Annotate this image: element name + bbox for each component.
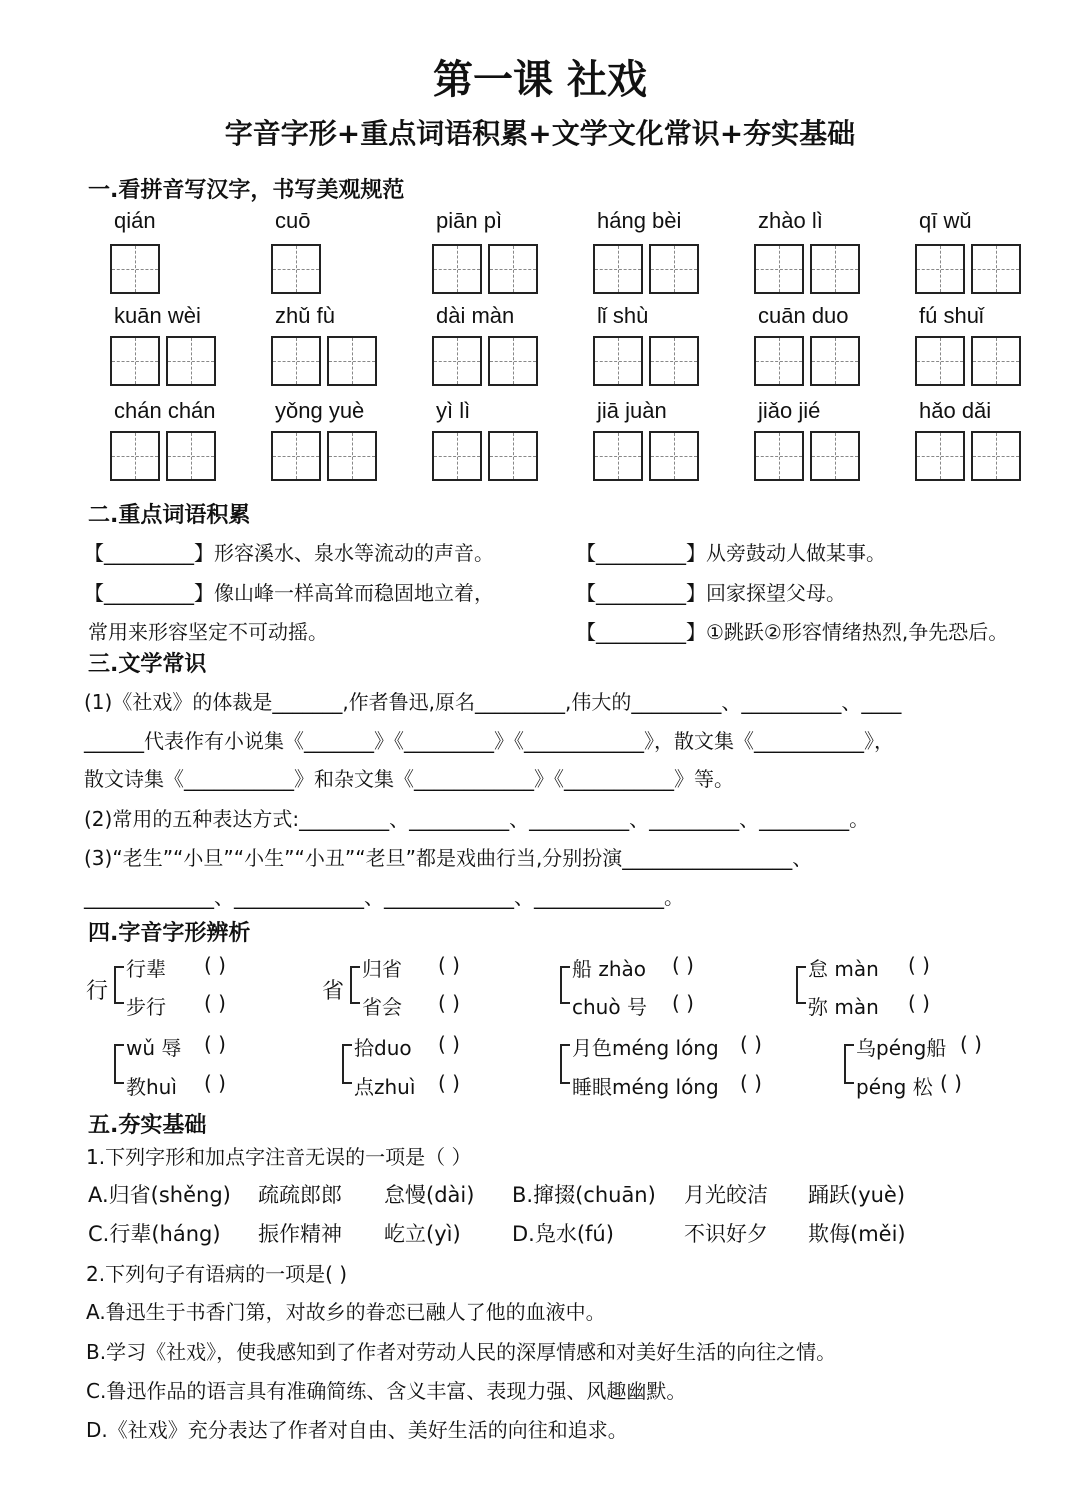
- pinyin-label: yì lì: [436, 398, 471, 423]
- group5-item-b: 教huì: [126, 1075, 177, 1099]
- writing-box[interactable]: [432, 336, 482, 386]
- vocab-left-3: 常用来形容坚定不可动摇。: [88, 620, 328, 644]
- pinyin-label: qián: [114, 208, 156, 233]
- group3-paren-b: ( ): [672, 991, 694, 1015]
- pinyin-label: lǐ shù: [597, 303, 649, 328]
- writing-box[interactable]: [432, 244, 482, 294]
- question-1-option: A.归省(shěng): [88, 1183, 231, 1207]
- question-1-option: B.撺掇(chuān): [512, 1183, 656, 1207]
- writing-box[interactable]: [754, 244, 804, 294]
- pinyin-label: cuān duo: [758, 303, 849, 328]
- section5-heading: 五.夯实基础: [88, 1113, 207, 1138]
- writing-box[interactable]: [915, 336, 965, 386]
- group3-item-b: chuò 号: [572, 995, 647, 1019]
- group7-item-b: 睡眼méng lóng: [572, 1075, 719, 1099]
- question-1-option: 踊跃(yuè): [808, 1183, 906, 1207]
- pinyin-label: fú shuǐ: [919, 303, 984, 328]
- pinyin-label: zhào lì: [758, 208, 823, 233]
- pinyin-label: dài màn: [436, 303, 515, 328]
- pinyin-label: chán chán: [114, 398, 216, 423]
- group7-item-a: 月色méng lóng: [572, 1036, 719, 1060]
- group2-item-b: 省会: [362, 995, 402, 1019]
- group8-item-a: 乌péng船: [856, 1036, 947, 1060]
- writing-box[interactable]: [971, 336, 1021, 386]
- writing-box[interactable]: [110, 431, 160, 481]
- group5-item-a: wǔ 辱: [126, 1036, 182, 1060]
- group4-item-a: 怠 màn: [808, 957, 879, 981]
- literature-line-2: ______代表作有小说集《_______》《_________》《____________》，散文集《___________》，: [84, 729, 894, 753]
- writing-box[interactable]: [593, 244, 643, 294]
- vocab-right-3: 【_________】①跳跃②形容情绪热烈,争先恐后。: [576, 620, 1009, 644]
- writing-box[interactable]: [810, 244, 860, 294]
- pinyin-label: kuān wèi: [114, 303, 201, 328]
- writing-box[interactable]: [915, 431, 965, 481]
- group7-paren-a: ( ): [740, 1032, 762, 1056]
- writing-box[interactable]: [271, 431, 321, 481]
- question-1-option: 月光皎洁: [684, 1183, 768, 1207]
- group1-brace: [114, 966, 124, 1004]
- pinyin-label: qī wǔ: [919, 208, 972, 233]
- writing-box[interactable]: [110, 244, 160, 294]
- page-subtitle: 字音字形+重点词语积累+文学文化常识+夯实基础: [224, 117, 856, 150]
- group5-paren-a: ( ): [204, 1032, 226, 1056]
- question-1-option: C.行辈(háng): [88, 1222, 221, 1246]
- vocab-right-1: 【_________】从旁鼓动人做某事。: [576, 541, 886, 565]
- literature-line-3: 散文诗集《___________》和杂文集《____________》《___________》等。: [84, 767, 734, 791]
- group1-paren-b: ( ): [204, 991, 226, 1015]
- group2-paren-b: ( ): [438, 991, 460, 1015]
- question-2: 2.下列句子有语病的一项是( ): [86, 1262, 348, 1286]
- group6-item-b: 点zhuì: [354, 1075, 416, 1099]
- writing-box[interactable]: [271, 244, 321, 294]
- question-1-option: 振作精神: [258, 1222, 342, 1246]
- writing-box[interactable]: [810, 431, 860, 481]
- group3-paren-a: ( ): [672, 953, 694, 977]
- writing-box[interactable]: [327, 431, 377, 481]
- group4-item-b: 弥 màn: [808, 995, 879, 1019]
- question-2-option-d: D.《社戏》充分表达了作者对自由、美好生活的向往和追求。: [86, 1418, 628, 1442]
- group4-paren-b: ( ): [908, 991, 930, 1015]
- pinyin-label: háng bèi: [597, 208, 682, 233]
- group3-item-a: 船 zhào: [572, 957, 647, 981]
- section2-heading: 二.重点词语积累: [88, 503, 251, 528]
- group1-paren-a: ( ): [204, 953, 226, 977]
- literature-line-4: (2)常用的五种表达方式:_________、__________、__________、_________、_________。: [84, 807, 870, 831]
- group8-paren-a: ( ): [960, 1032, 982, 1056]
- writing-box[interactable]: [810, 336, 860, 386]
- group5-brace: [114, 1044, 124, 1084]
- group2-brace: [350, 966, 360, 1004]
- question-1-option: 屹立(yì): [384, 1222, 461, 1246]
- writing-box[interactable]: [915, 244, 965, 294]
- writing-box[interactable]: [327, 336, 377, 386]
- section1-heading: 一.看拼音写汉字，书写美观规范: [88, 178, 405, 203]
- writing-box[interactable]: [488, 244, 538, 294]
- question-2-option-b: B.学习《社戏》，使我感知到了作者对劳动人民的深厚情感和对美好生活的向往之情。: [86, 1340, 837, 1364]
- group1-item-b: 步行: [126, 995, 166, 1019]
- writing-box[interactable]: [649, 336, 699, 386]
- vocab-left-1: 【_________】形容溪水、泉水等流动的声音。: [84, 541, 494, 565]
- writing-box[interactable]: [593, 431, 643, 481]
- group6-item-a: 拾duo: [354, 1036, 412, 1060]
- writing-box[interactable]: [971, 431, 1021, 481]
- group5-paren-b: ( ): [204, 1071, 226, 1095]
- vocab-left-2: 【_________】像山峰一样高耸而稳固地立着，: [84, 581, 494, 605]
- group4-paren-a: ( ): [908, 953, 930, 977]
- writing-box[interactable]: [432, 431, 482, 481]
- group6-paren-a: ( ): [438, 1032, 460, 1056]
- question-1-option: 欺侮(měi): [808, 1222, 906, 1246]
- group1-head: 行: [86, 979, 109, 1004]
- pinyin-label: cuō: [275, 208, 311, 233]
- writing-box[interactable]: [649, 431, 699, 481]
- question-2-option-c: C.鲁迅作品的语言具有准确简练、含义丰富、表现力强、风趣幽默。: [86, 1379, 687, 1403]
- literature-line-1: (1)《社戏》的体裁是_______,作者鲁迅,原名_________,伟大的_________、__________、____: [84, 690, 902, 714]
- pinyin-label: zhǔ fù: [275, 303, 335, 328]
- question-1-option: D.凫水(fú): [512, 1222, 614, 1246]
- writing-box[interactable]: [488, 336, 538, 386]
- group2-paren-a: ( ): [438, 953, 460, 977]
- group7-brace: [560, 1044, 570, 1084]
- group3-brace: [560, 966, 570, 1004]
- page-title: 第一课 社戏: [433, 57, 647, 103]
- writing-box[interactable]: [649, 244, 699, 294]
- pinyin-label: piān pì: [436, 208, 503, 233]
- group1-item-a: 行辈: [126, 957, 166, 981]
- question-2-option-a: A.鲁迅生于书香门第，对故乡的眷恋已融人了他的血液中。: [86, 1300, 606, 1324]
- pinyin-label: yǒng yuè: [275, 398, 365, 423]
- section3-heading: 三.文学常识: [88, 652, 207, 677]
- group2-item-a: 归省: [362, 957, 402, 981]
- writing-box[interactable]: [110, 336, 160, 386]
- pinyin-label: jiǎo jié: [758, 398, 821, 423]
- question-1-option: 怠慢(dài): [384, 1183, 475, 1207]
- group4-brace: [796, 966, 806, 1004]
- writing-box[interactable]: [488, 431, 538, 481]
- question-1-option: 不识好夕: [684, 1222, 768, 1246]
- group6-brace: [342, 1044, 352, 1084]
- section4-heading: 四.字音字形辨析: [88, 921, 251, 946]
- question-1-option: 疏疏郎郎: [258, 1183, 342, 1207]
- pinyin-label: jiā juàn: [597, 398, 667, 423]
- writing-box[interactable]: [754, 431, 804, 481]
- vocab-right-2: 【_________】回家探望父母。: [576, 581, 846, 605]
- group7-paren-b: ( ): [740, 1071, 762, 1095]
- group8-paren-b: ( ): [940, 1071, 962, 1095]
- writing-box[interactable]: [271, 336, 321, 386]
- writing-box[interactable]: [754, 336, 804, 386]
- writing-box[interactable]: [971, 244, 1021, 294]
- writing-box[interactable]: [593, 336, 643, 386]
- question-1: 1.下列字形和加点字注音无误的一项是（ ）: [86, 1145, 472, 1169]
- group2-head: 省: [322, 979, 345, 1004]
- group8-item-b: péng 松: [856, 1075, 933, 1099]
- pinyin-label: hǎo dǎi: [919, 398, 992, 423]
- writing-box[interactable]: [166, 336, 216, 386]
- group8-brace: [844, 1044, 854, 1084]
- group6-paren-b: ( ): [438, 1071, 460, 1095]
- writing-box[interactable]: [166, 431, 216, 481]
- literature-line-6: _____________、_____________、_____________、_____________。: [84, 885, 684, 909]
- literature-line-5: (3)“老生”“小旦”“小生”“小丑”“老旦”都是戏曲行当,分别扮演_________________、: [84, 846, 813, 870]
